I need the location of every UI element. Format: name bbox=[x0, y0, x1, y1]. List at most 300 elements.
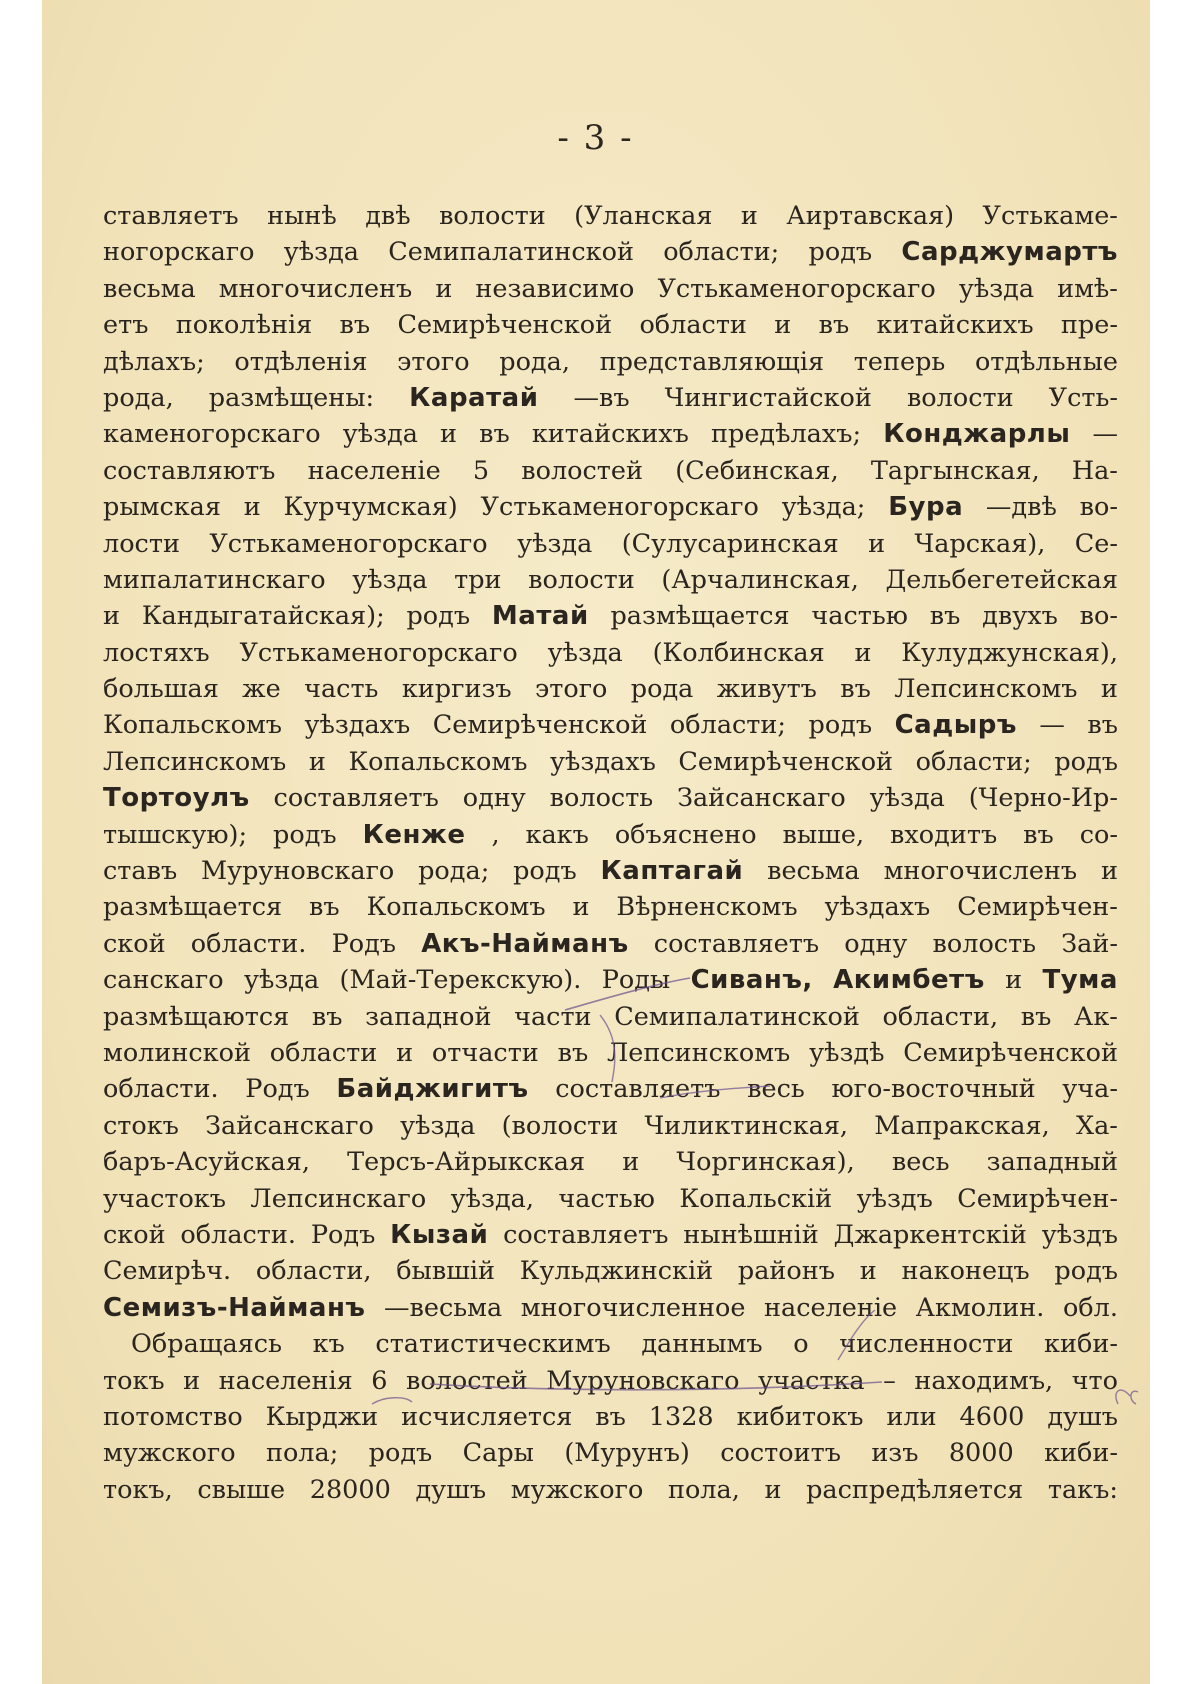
word: многочисленъ bbox=[883, 856, 1078, 887]
word: родъ bbox=[808, 710, 873, 741]
word: ской bbox=[103, 928, 166, 959]
word: —двѣ bbox=[985, 492, 1057, 523]
word: китайскихъ bbox=[531, 419, 689, 450]
word: Дельбегетейская bbox=[885, 564, 1118, 595]
word: Усть- bbox=[1048, 382, 1118, 413]
word: одну bbox=[844, 928, 908, 959]
word: Таргынская, bbox=[870, 455, 1040, 486]
word: въ bbox=[557, 1037, 589, 1068]
word: Се- bbox=[1074, 528, 1118, 559]
word: етъ bbox=[103, 310, 149, 341]
word: Семипалатинской bbox=[614, 1001, 860, 1032]
word: молинской bbox=[103, 1037, 251, 1068]
word: Лепсинскаго bbox=[250, 1183, 427, 1214]
body-text bbox=[103, 198, 1118, 1508]
word: Зайсанскаго bbox=[205, 1110, 374, 1141]
clan-name: Сиванъ, bbox=[690, 965, 813, 996]
clan-name: Семизъ-Найманъ bbox=[103, 1292, 366, 1323]
word: во- bbox=[1079, 492, 1118, 523]
word: и bbox=[103, 601, 120, 632]
word: ставляетъ bbox=[103, 201, 239, 231]
word: въ bbox=[311, 1001, 343, 1032]
word: уѣзда bbox=[958, 273, 1035, 304]
word: области. bbox=[190, 928, 307, 959]
word: размѣщаются bbox=[103, 1001, 290, 1032]
word: токъ, bbox=[103, 1474, 173, 1505]
word: районъ bbox=[737, 1256, 835, 1287]
word: области bbox=[639, 310, 747, 341]
word: ставъ bbox=[103, 856, 178, 887]
word: Зай- bbox=[1061, 928, 1118, 959]
word: лостяхъ bbox=[103, 637, 210, 668]
word: пола, bbox=[667, 1474, 740, 1505]
text-line bbox=[103, 707, 1118, 743]
text-line bbox=[103, 1363, 1118, 1399]
word: 8000 bbox=[948, 1438, 1014, 1469]
word: уѣздъ bbox=[856, 1183, 933, 1214]
text-line bbox=[103, 1217, 1118, 1253]
word: и bbox=[868, 528, 886, 559]
text-line bbox=[103, 780, 1118, 816]
word: пре- bbox=[1060, 310, 1118, 341]
word: 6 bbox=[371, 1365, 388, 1396]
word: (волости bbox=[501, 1110, 619, 1141]
word: волости bbox=[906, 382, 1014, 413]
word: уѣзда bbox=[352, 564, 428, 595]
word: волостей bbox=[405, 1365, 528, 1396]
word: уѣзда bbox=[283, 237, 359, 268]
word: области, bbox=[255, 1256, 372, 1287]
word: уѣзда bbox=[547, 637, 623, 668]
word: Вѣрненскомъ bbox=[616, 892, 798, 923]
word: волость bbox=[549, 783, 654, 814]
word: нынѣшній bbox=[683, 1219, 819, 1250]
word: въ bbox=[1020, 1001, 1052, 1032]
word: и bbox=[572, 892, 590, 923]
word: каменогорскаго bbox=[103, 419, 321, 450]
text-line bbox=[103, 1035, 1118, 1071]
word: и bbox=[183, 1365, 201, 1396]
word: стокъ bbox=[103, 1110, 179, 1141]
word: родъ bbox=[808, 237, 873, 268]
word: Кулуджунская), bbox=[901, 637, 1118, 668]
word: объяснено bbox=[614, 819, 757, 850]
word: китайскихъ bbox=[876, 310, 1034, 341]
word: Чарская), bbox=[914, 528, 1046, 559]
word: распредѣляется bbox=[806, 1474, 1024, 1505]
word: населеніе bbox=[764, 1292, 898, 1323]
word: и bbox=[308, 746, 326, 777]
word: частью bbox=[558, 1183, 655, 1214]
word: Копальскомъ bbox=[348, 746, 528, 777]
text-line bbox=[103, 562, 1118, 598]
text-line bbox=[103, 1435, 1118, 1471]
word: Аиртавская) bbox=[786, 201, 955, 231]
word: — bbox=[1039, 710, 1065, 741]
word: Устькаме- bbox=[982, 201, 1118, 231]
clan-name: Бура bbox=[888, 492, 964, 523]
word: численности bbox=[839, 1329, 1014, 1360]
word: что bbox=[1071, 1365, 1118, 1396]
word: размѣщается bbox=[610, 601, 790, 632]
word: Зайсанскаго bbox=[677, 783, 846, 814]
word: кибитокъ bbox=[736, 1401, 864, 1432]
word: три bbox=[454, 564, 502, 595]
word: Кырджи bbox=[265, 1401, 379, 1432]
word: одну bbox=[462, 783, 526, 814]
word: участокъ bbox=[103, 1183, 226, 1214]
word: части bbox=[514, 1001, 592, 1032]
clan-name: Кызай bbox=[390, 1219, 489, 1250]
word: Чиликтинская, bbox=[644, 1110, 849, 1141]
word: обл. bbox=[1062, 1292, 1118, 1323]
word: Кандыгатайская); bbox=[141, 601, 385, 632]
word: исчисляется bbox=[401, 1401, 573, 1432]
word: Семирѣченской bbox=[397, 310, 613, 341]
word: юго-восточный bbox=[831, 1074, 1036, 1105]
word: Устькаменогорскаго bbox=[239, 637, 518, 668]
text-line bbox=[103, 234, 1118, 270]
word: (Черно-Ир- bbox=[968, 783, 1118, 814]
word: этого bbox=[534, 674, 608, 705]
word: Устькаменогорскаго bbox=[209, 528, 488, 559]
word: душъ bbox=[415, 1474, 487, 1505]
word: западный bbox=[986, 1147, 1118, 1178]
word: Лепсинскомъ bbox=[103, 746, 287, 777]
word: и bbox=[396, 1037, 414, 1068]
word: и bbox=[1005, 965, 1023, 996]
word: во- bbox=[1079, 601, 1118, 632]
word: Обращаясь bbox=[131, 1329, 282, 1360]
word: уѣзда bbox=[869, 783, 945, 814]
clan-name: Матай bbox=[491, 601, 589, 632]
clan-name: Байджигитъ bbox=[336, 1074, 529, 1105]
word: уѣздѣ bbox=[809, 1037, 885, 1068]
word: двѣ bbox=[365, 201, 411, 231]
word: часть bbox=[304, 674, 379, 705]
word: Ак- bbox=[1074, 1001, 1118, 1032]
text-line bbox=[103, 598, 1118, 634]
word: Родъ bbox=[331, 928, 396, 959]
word: даннымъ bbox=[641, 1329, 763, 1360]
word: и bbox=[854, 637, 872, 668]
clan-name: Тортоулъ bbox=[103, 783, 250, 814]
word: и bbox=[1100, 674, 1118, 705]
clan-name: Каптагай bbox=[600, 856, 744, 887]
clan-name: Акъ-Найманъ bbox=[421, 928, 629, 959]
word: тышскую); bbox=[103, 819, 248, 850]
word: баръ-Асуйская, bbox=[103, 1147, 310, 1178]
word: лости bbox=[103, 528, 180, 559]
word: Муруновскаго bbox=[201, 856, 395, 887]
word: рода, bbox=[499, 346, 570, 377]
clan-name: Садыръ bbox=[894, 710, 1017, 741]
word: весьма bbox=[103, 273, 196, 304]
word: и bbox=[243, 492, 261, 523]
word: волостей bbox=[521, 455, 644, 486]
word: предѣлахъ; bbox=[711, 419, 862, 450]
word: въ bbox=[595, 1401, 626, 1432]
word: независимо bbox=[475, 273, 635, 304]
word: Чингистайской bbox=[664, 382, 872, 413]
word: составляютъ bbox=[103, 455, 276, 486]
word: отдѣльные bbox=[974, 346, 1118, 377]
word: 28000 bbox=[309, 1474, 391, 1505]
word: и bbox=[440, 419, 458, 450]
word: размѣщается bbox=[103, 892, 283, 923]
word: Семипалатинской bbox=[388, 237, 634, 268]
text-line bbox=[103, 453, 1118, 489]
word: весь bbox=[747, 1074, 805, 1105]
word: родъ bbox=[273, 819, 337, 850]
text-line bbox=[103, 344, 1118, 380]
word: рода; bbox=[418, 856, 490, 887]
word: размѣщены: bbox=[208, 382, 375, 413]
word: — bbox=[1092, 419, 1118, 450]
word: живутъ bbox=[716, 674, 817, 705]
word: поколѣнія bbox=[175, 310, 313, 341]
word: рымская bbox=[103, 492, 221, 523]
text-line bbox=[103, 198, 1118, 234]
word: области. bbox=[103, 1074, 219, 1105]
word: мужского bbox=[510, 1474, 644, 1505]
word: нынѣ bbox=[267, 201, 337, 231]
word: многочисленъ bbox=[218, 273, 413, 304]
clan-name: Каратай bbox=[409, 382, 539, 413]
word: въ bbox=[479, 419, 510, 450]
text-line bbox=[103, 526, 1118, 562]
word: – bbox=[883, 1365, 896, 1396]
word: большая bbox=[103, 674, 219, 705]
page-number: - 3 - bbox=[557, 118, 634, 158]
word: Мапракская, bbox=[874, 1110, 1050, 1141]
word: Кульджинскій bbox=[519, 1256, 714, 1287]
clan-name: Кенже bbox=[362, 819, 466, 850]
word: населеніе bbox=[307, 455, 441, 486]
word: составляетъ bbox=[555, 1074, 721, 1105]
word: изъ bbox=[871, 1438, 919, 1469]
word: составляетъ bbox=[503, 1219, 669, 1250]
clan-name: Сарджумартъ bbox=[901, 237, 1118, 268]
word: многочисленное bbox=[520, 1292, 746, 1323]
word: (Колбинская bbox=[652, 637, 825, 668]
word: уча- bbox=[1062, 1074, 1118, 1105]
text-line bbox=[103, 1181, 1118, 1217]
word: состоитъ bbox=[720, 1438, 841, 1469]
word: киби- bbox=[1044, 1329, 1118, 1360]
word: частью bbox=[811, 601, 908, 632]
word: токъ bbox=[103, 1365, 165, 1396]
text-line bbox=[103, 307, 1118, 343]
word: уѣзда bbox=[243, 965, 320, 996]
text-line bbox=[103, 1326, 1118, 1362]
word: свыше bbox=[197, 1474, 286, 1505]
word: Родъ bbox=[310, 1219, 376, 1250]
word: уѣздахъ bbox=[824, 892, 931, 923]
word: На- bbox=[1071, 455, 1118, 486]
word: наконецъ bbox=[901, 1256, 1030, 1287]
word: Родъ bbox=[245, 1074, 310, 1105]
word: родъ bbox=[513, 856, 577, 887]
word: въ bbox=[818, 310, 850, 341]
word: уѣздахъ bbox=[304, 710, 411, 741]
word: Муруновскаго bbox=[546, 1365, 740, 1396]
word: Терсъ-Айрыкская bbox=[347, 1147, 586, 1178]
word: Семирѣченской bbox=[432, 710, 648, 741]
word: потомство bbox=[103, 1401, 243, 1432]
text-line bbox=[103, 853, 1118, 889]
word: Устькаменогорскаго bbox=[480, 492, 759, 523]
word: мипалатинскаго bbox=[103, 564, 326, 595]
word: выше, bbox=[782, 819, 865, 850]
text-line bbox=[103, 744, 1118, 780]
text-line bbox=[103, 1108, 1118, 1144]
word: —въ bbox=[573, 382, 630, 413]
word: и bbox=[774, 310, 792, 341]
word: входитъ bbox=[890, 819, 998, 850]
word: въ bbox=[339, 310, 371, 341]
word: Лепсинскомъ bbox=[894, 674, 1078, 705]
text-line bbox=[103, 671, 1118, 707]
word: рода, bbox=[103, 382, 174, 413]
word: области. bbox=[180, 1219, 297, 1250]
word: участка bbox=[758, 1365, 865, 1396]
text-line bbox=[103, 1399, 1118, 1435]
word: населенія bbox=[218, 1365, 353, 1396]
text-line bbox=[103, 889, 1118, 925]
clan-name: Конджарлы bbox=[883, 419, 1071, 450]
word: (Май-Терекскую). bbox=[339, 965, 582, 996]
word: этого bbox=[397, 346, 470, 377]
word: Лепсинскомъ bbox=[607, 1037, 791, 1068]
word: уѣздъ bbox=[1041, 1219, 1118, 1250]
word: киби- bbox=[1044, 1438, 1118, 1469]
text-line bbox=[103, 380, 1118, 416]
word: уѣзда bbox=[342, 419, 418, 450]
word: рода bbox=[630, 674, 694, 705]
text-line bbox=[103, 489, 1118, 525]
word: весь bbox=[891, 1147, 950, 1178]
text-line bbox=[103, 1071, 1118, 1107]
word: Копальскомъ bbox=[366, 892, 546, 923]
text-line bbox=[103, 1253, 1118, 1289]
word: (Себинская, bbox=[675, 455, 839, 486]
word: мужского bbox=[103, 1438, 236, 1469]
word: уѣзда bbox=[517, 528, 593, 559]
word: и bbox=[740, 201, 758, 231]
word: бывшій bbox=[396, 1256, 496, 1287]
word: Роды bbox=[601, 965, 671, 996]
word: какъ bbox=[525, 819, 589, 850]
word: въ bbox=[929, 601, 961, 632]
word: или bbox=[886, 1401, 937, 1432]
word: находимъ, bbox=[914, 1365, 1054, 1396]
word: (Уланская bbox=[574, 201, 713, 231]
word: западной bbox=[365, 1001, 492, 1032]
word: отдѣленія bbox=[234, 346, 368, 377]
word: родъ bbox=[406, 601, 471, 632]
word: весьма bbox=[767, 856, 860, 887]
word: области, bbox=[882, 1001, 999, 1032]
word: въ bbox=[1087, 710, 1118, 741]
text-line bbox=[103, 635, 1118, 671]
text-line bbox=[103, 1472, 1118, 1508]
word: пола; bbox=[265, 1438, 339, 1469]
text-line bbox=[103, 817, 1118, 853]
text-line bbox=[103, 926, 1118, 962]
word: родъ bbox=[1054, 746, 1118, 777]
word: и bbox=[764, 1474, 782, 1505]
word: (Мурунъ) bbox=[564, 1438, 690, 1469]
text-line bbox=[103, 1144, 1118, 1180]
word: Семирѣченской bbox=[678, 746, 894, 777]
word: Устькаменогорскаго bbox=[657, 273, 936, 304]
word: Ха- bbox=[1075, 1110, 1118, 1141]
word: Копальскомъ bbox=[103, 710, 282, 741]
clan-name: Тума bbox=[1042, 965, 1118, 996]
word: (Сулусаринская bbox=[621, 528, 839, 559]
word: Семирѣч. bbox=[103, 1256, 232, 1287]
word: же bbox=[242, 674, 281, 705]
word: имѣ- bbox=[1057, 273, 1118, 304]
word: уѣзда bbox=[400, 1110, 476, 1141]
text-line bbox=[103, 271, 1118, 307]
word: уѣзда, bbox=[450, 1183, 534, 1214]
text-line bbox=[103, 962, 1118, 998]
word: родъ bbox=[368, 1438, 433, 1469]
word: Семирѣченской bbox=[903, 1037, 1118, 1068]
word: къ bbox=[312, 1329, 345, 1360]
word: составляетъ bbox=[273, 783, 439, 814]
word: волость bbox=[932, 928, 1037, 959]
word: и bbox=[622, 1147, 640, 1178]
word: области; bbox=[663, 237, 780, 268]
word: составляетъ bbox=[653, 928, 820, 959]
word: Чоргинская), bbox=[676, 1147, 855, 1178]
word: со- bbox=[1079, 819, 1118, 850]
word: Сары bbox=[462, 1438, 534, 1469]
word: (Арчалинская, bbox=[661, 564, 859, 595]
text-line bbox=[103, 416, 1118, 452]
word: киргизъ bbox=[401, 674, 512, 705]
word: такъ: bbox=[1047, 1474, 1118, 1505]
word: области; bbox=[915, 746, 1032, 777]
word: 4600 bbox=[959, 1401, 1025, 1432]
word: въ bbox=[840, 674, 871, 705]
word: , bbox=[491, 819, 500, 850]
word: ногорскаго bbox=[103, 237, 255, 268]
word: Курчумская) bbox=[283, 492, 458, 523]
word: отчасти bbox=[431, 1037, 539, 1068]
word: въ bbox=[1023, 819, 1054, 850]
word: области bbox=[269, 1037, 378, 1068]
word: родъ bbox=[1054, 1256, 1118, 1287]
word: волости bbox=[528, 564, 635, 595]
word: уѣздахъ bbox=[550, 746, 656, 777]
word: волости bbox=[439, 201, 546, 231]
word: —весьма bbox=[384, 1292, 503, 1323]
word: душъ bbox=[1047, 1401, 1118, 1432]
word: ской bbox=[103, 1219, 166, 1250]
word: 5 bbox=[472, 455, 490, 486]
word: Копальскій bbox=[679, 1183, 833, 1214]
word: теперь bbox=[853, 346, 946, 377]
word: о bbox=[793, 1329, 809, 1360]
word: статистическимъ bbox=[375, 1329, 611, 1360]
clan-name: Акимбетъ bbox=[833, 965, 985, 996]
word: 1328 bbox=[648, 1401, 714, 1432]
word: Семирѣчен- bbox=[957, 892, 1118, 923]
